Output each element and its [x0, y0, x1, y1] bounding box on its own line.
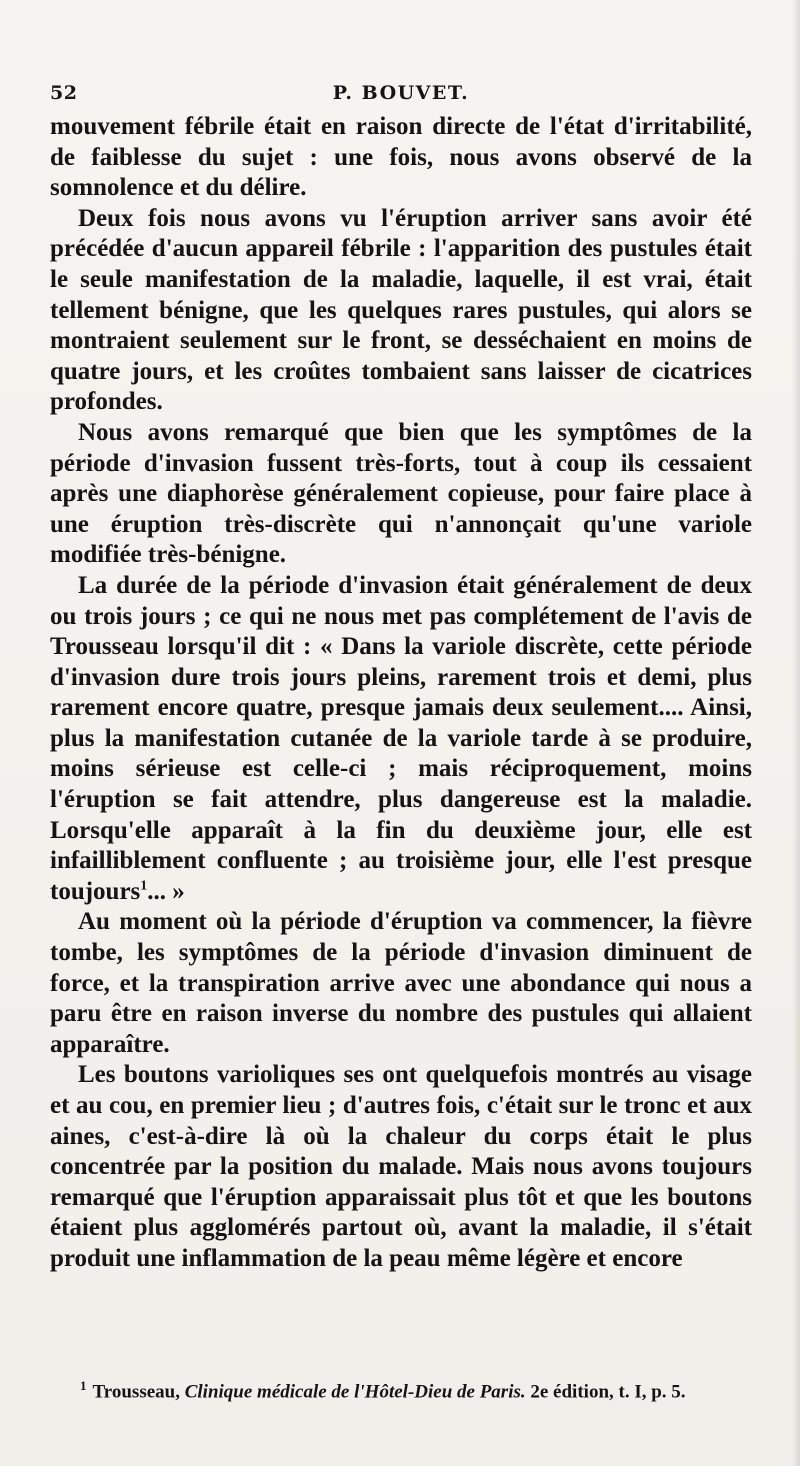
- footnote-reference[interactable]: 1: [140, 878, 148, 894]
- footnote-mark: 1: [80, 1378, 87, 1393]
- footnote-work-title: Clinique médicale de l'Hôtel-Dieu de Paris.: [184, 1381, 526, 1403]
- paragraph-4: [50, 571, 752, 908]
- quote-end: ... »: [147, 877, 185, 905]
- paragraph-6: Les boutons varioliques ses ont quelquefois montrés au visage et au cou, en premier lieu ; d'autres fois, c'était sur le tronc et aux aines, c'est-à-dire là où la chaleur du corps était le plus concentrée par la position du malade. Mais nous avons toujours remarqué que l'éruption apparaissait plus tôt et que les boutons étaient plus agglomérés partout où, avant la maladie, il s'était produit une inflammation de la peau même légère et encore: [50, 1061, 752, 1272]
- footnote-author: Trousseau,: [92, 1381, 180, 1403]
- paragraph-2: Deux fois nous avons vu l'éruption arriver sans avoir été précédée d'aucun appareil fébrile : l'apparition des pustules était le seule manifestation de la maladie, laquelle, il est vrai, était tellement bénigne, que les quelques rares pustules, qui alors se montraient seulement sur le front, se desséchaient en moins de quatre jours, et les croûtes tombaient sans laisser de cicatrices profondes.: [50, 204, 752, 416]
- footnote-edition: 2e édition, t. I, p. 5.: [530, 1381, 686, 1403]
- paragraph-4-text: La durée de la période d'invasion était généralement de deux ou trois jours ; ce qui ne nous met pas complétement de l'avis de Trousseau lorsqu'il dit : « Dans la variole discrète, cette période d'invasion dure trois jours pleins, rarement trois et demi, plus rarement encore quatre, presque jamais deux seulement.... Ainsi, plus la manifestation cutanée de la variole tarde à se produire, moins sérieuse est celle-ci ; mais réciproquement, moins l'éruption se fait attendre, plus dangereuse est la maladie. Lorsqu'elle apparaît à la fin du deuxième jour, elle est infailliblement confluente ; au troisième jour, elle l'est presque toujours: [50, 571, 752, 905]
- paragraph-1: mouvement fébrile était en raison directe de l'état d'irritabilité, de faiblesse du sujet : une fois, nous avons observé de la somnolence et du délire.: [50, 113, 752, 202]
- page-number: 52: [50, 82, 78, 104]
- footnote: [50, 1374, 752, 1404]
- running-head: P. BOUVET.: [332, 82, 470, 104]
- body-text: [50, 112, 752, 1275]
- page-header: [50, 82, 752, 112]
- paragraph-5: Au moment où la période d'éruption va commencer, la fièvre tombe, les symptômes de la période d'invasion diminuent de force, et la transpiration arrive avec une abondance qui nous a paru être en raison inverse du nombre des pustules qui allaient apparaître.: [50, 908, 752, 1058]
- paragraph-3: Nous avons remarqué que bien que les symptômes de la période d'invasion fussent très-forts, tout à coup ils cessaient après une diaphorèse généralement copieuse, pour faire place à une éruption très-discrète qui n'annonçait qu'une variole modifiée très-bénigne.: [50, 418, 752, 569]
- page-edge-shadow: [792, 0, 800, 1466]
